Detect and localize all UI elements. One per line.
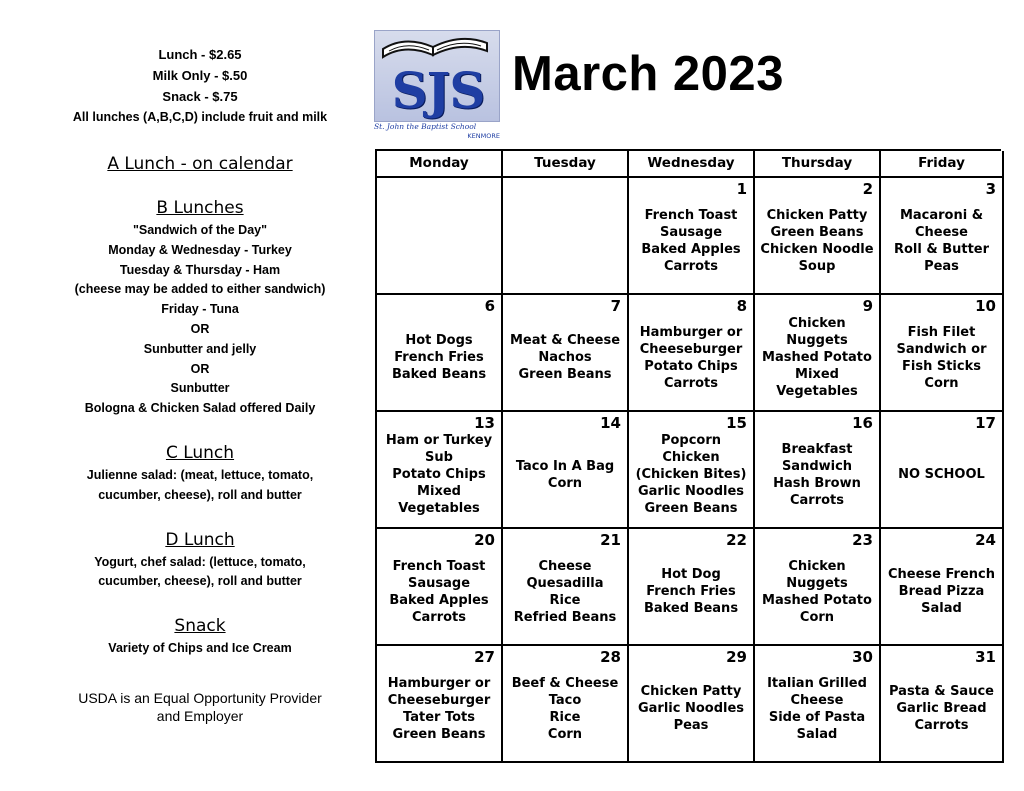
menu-item: Corn (924, 375, 959, 391)
weekday-header-row (377, 151, 1001, 178)
usda-line: USDA is an Equal Opportunity Provider (78, 689, 322, 706)
menu-item: Pasta & Sauce (889, 684, 994, 699)
calendar-day-cell (503, 529, 629, 646)
menu-item: Rice (549, 592, 581, 608)
menu-item: Beef & Cheese (511, 675, 619, 691)
menu-item: Salad (796, 726, 838, 742)
day-menu (881, 412, 1002, 527)
menu-item: Peas (924, 258, 959, 274)
menu-item: Green Beans (392, 726, 486, 742)
menu-item: French Toast (644, 207, 738, 223)
usda-statement (60, 689, 340, 725)
day-number: 9 (862, 297, 873, 315)
weekday-header: Wednesday (629, 151, 755, 178)
day-menu (503, 646, 627, 761)
menu-item: Corn (799, 609, 835, 625)
weekday-header: Tuesday (503, 151, 629, 178)
menu-item: Tater Tots (403, 709, 475, 725)
menu-item: Sausage (407, 575, 471, 591)
day-menu (629, 529, 753, 644)
b-lunch-line: Bologna & Chicken Salad offered Daily (84, 401, 316, 416)
menu-item: Chicken (662, 450, 720, 465)
calendar-week-row (377, 412, 1001, 529)
usda-line: and Employer (156, 707, 244, 724)
menu-item: Chicken Patty (766, 207, 868, 223)
calendar-day-cell (503, 646, 629, 763)
menu-item: Baked Apples (389, 592, 489, 608)
menu-item: Chicken (788, 316, 846, 331)
menu-item: Rice (549, 709, 581, 725)
menu-item: French Toast (392, 558, 486, 574)
day-number: 10 (975, 297, 996, 315)
day-number: 28 (600, 648, 621, 666)
b-lunch-line: OR (190, 361, 210, 376)
calendar-day-cell (755, 412, 881, 529)
menu-item: Carrots (663, 375, 719, 391)
menu-item: Hash Brown (773, 475, 861, 491)
menu-item: (Chicken Bites) (635, 467, 747, 482)
menu-item: Mashed Potato (762, 592, 872, 608)
menu-item: Carrots (411, 609, 467, 625)
b-lunch-section (60, 196, 340, 419)
menu-item: Carrots (663, 258, 719, 274)
day-menu (629, 178, 753, 293)
calendar-day-cell (503, 178, 629, 295)
menu-item: Nuggets (786, 333, 848, 348)
day-menu (377, 412, 501, 527)
menu-item: Roll & Butter (893, 241, 990, 257)
menu-item: Nuggets (786, 575, 848, 591)
d-lunch-title: D Lunch (165, 529, 235, 550)
menu-item: Cheese (790, 692, 844, 708)
logo-background (374, 30, 500, 122)
price-lunch: Lunch - $2.65 (158, 47, 242, 62)
day-number: 13 (474, 414, 495, 432)
calendar-day-cell (755, 646, 881, 763)
day-menu (377, 295, 501, 410)
calendar-day-cell (881, 178, 1004, 295)
snack-title: Snack (174, 616, 226, 637)
menu-item: Bread Pizza (898, 584, 985, 599)
day-number: 21 (600, 531, 621, 549)
menu-item: Cheeseburger (387, 692, 491, 708)
day-menu (629, 646, 753, 761)
menu-item: Carrots (914, 718, 969, 733)
weekday-header: Monday (377, 151, 503, 178)
menu-item: Corn (547, 475, 583, 491)
menu-item: Baked Apples (641, 241, 741, 257)
b-lunch-line: Sunbutter (170, 381, 230, 396)
day-number: 29 (726, 648, 747, 666)
menu-item: Carrots (789, 492, 845, 508)
day-menu (503, 529, 627, 644)
menu-item: Sub (425, 450, 453, 465)
calendar-day-cell (755, 295, 881, 412)
b-lunch-line: Friday - Tuna (161, 302, 239, 317)
menu-item: Potato Chips (392, 467, 486, 482)
day-number: 22 (726, 531, 747, 549)
d-lunch-line: cucumber, cheese), roll and butter (98, 574, 302, 589)
calendar-day-cell (629, 529, 755, 646)
menu-item: Ham or Turkey (385, 433, 493, 448)
menu-item: Cheese (915, 224, 968, 240)
day-menu (755, 529, 879, 644)
menu-item: Potato Chips (644, 358, 738, 374)
price-snack: Snack - $.75 (162, 89, 238, 104)
calendar-week-row (377, 529, 1001, 646)
menu-item: Refried Beans (513, 609, 617, 625)
menu-item: Popcorn (660, 433, 722, 448)
day-number: 20 (474, 531, 495, 549)
calendar-weeks (377, 178, 1001, 763)
day-number: 8 (736, 297, 747, 315)
day-number: 3 (985, 180, 996, 198)
calendar-day-cell (629, 646, 755, 763)
day-menu (503, 412, 627, 527)
calendar-week-row (377, 178, 1001, 295)
price-list (60, 44, 340, 128)
menu-item: Garlic Bread (896, 701, 987, 716)
c-lunch-section (60, 441, 340, 506)
menu-item: Breakfast (781, 441, 853, 457)
menu-item: Chicken Noodle (760, 241, 874, 257)
menu-item: Green Beans (518, 367, 612, 382)
weekday-header: Friday (881, 151, 1004, 178)
day-menu (377, 178, 501, 293)
menu-item: French Fries (646, 584, 736, 599)
menu-item: Fish Sticks (902, 358, 981, 374)
day-number: 2 (862, 180, 873, 198)
menu-item: Mashed Potato (762, 350, 872, 365)
calendar-day-cell (377, 646, 503, 763)
day-menu (755, 412, 879, 527)
a-lunch-section (60, 152, 340, 176)
day-number: 14 (600, 414, 621, 432)
menu-item: Side of Pasta (768, 709, 866, 725)
d-lunch-line: Yogurt, chef salad: (lettuce, tomato, (94, 554, 306, 569)
menu-item: French Fries (394, 350, 484, 365)
menu-item: Chicken Patty (640, 684, 742, 699)
menu-item: Vegetables (776, 384, 858, 399)
calendar-title: March 2023 (512, 47, 784, 101)
menu-item: Nachos (538, 350, 592, 365)
day-menu (377, 529, 501, 644)
menu-item: Sandwich (781, 458, 853, 474)
b-lunch-line: Tuesday & Thursday - Ham (119, 262, 281, 277)
snack-section (60, 614, 340, 659)
price-note: All lunches (A,B,C,D) include fruit and milk (72, 110, 328, 124)
snack-line: Variety of Chips and Ice Cream (108, 641, 292, 656)
calendar-day-cell (629, 412, 755, 529)
b-lunch-line: "Sandwich of the Day" (132, 223, 268, 237)
logo-letters: SJS (391, 61, 485, 120)
day-menu (755, 295, 879, 410)
day-menu (881, 295, 1002, 410)
menu-item: Sausage (659, 224, 723, 240)
day-number: 31 (975, 648, 996, 666)
menu-item: Hamburger or (387, 675, 491, 691)
school-logo (374, 30, 500, 142)
c-lunch-line: Julienne salad: (meat, lettuce, tomato, (86, 467, 314, 482)
calendar-day-cell (377, 178, 503, 295)
calendar-day-cell (377, 412, 503, 529)
day-menu (881, 646, 1002, 761)
menu-item: Italian Grilled (767, 675, 867, 691)
price-milk: Milk Only - $.50 (152, 68, 248, 83)
menu-item: Green Beans (770, 224, 864, 240)
menu-item: Macaroni & (899, 207, 984, 223)
b-lunch-line: Sunbutter and jelly (143, 341, 257, 356)
day-menu (755, 646, 879, 761)
day-menu (503, 178, 627, 293)
day-number: 27 (474, 648, 495, 666)
menu-item: NO SCHOOL (898, 467, 985, 482)
calendar-day-cell (503, 295, 629, 412)
calendar-week-row (377, 646, 1001, 763)
menu-item: Hamburger or (639, 324, 743, 340)
calendar-day-cell (377, 529, 503, 646)
menu-item: Vegetables (398, 501, 480, 516)
day-number: 6 (484, 297, 495, 315)
menu-item: Cheeseburger (639, 341, 743, 357)
lunch-info-panel (60, 44, 340, 725)
logo-school-name: St. John the Baptist School (374, 122, 477, 131)
menu-item: Fish Filet (907, 324, 976, 340)
calendar-day-cell (755, 178, 881, 295)
menu-item: Salad (921, 601, 962, 616)
lunch-calendar (375, 149, 1001, 763)
menu-item: Chicken (788, 558, 846, 574)
day-menu (881, 178, 1002, 293)
day-number: 23 (852, 531, 873, 549)
day-number: 16 (852, 414, 873, 432)
c-lunch-line: cucumber, cheese), roll and butter (98, 487, 302, 502)
menu-item: Mixed (795, 367, 839, 382)
menu-item: Hot Dogs (405, 333, 473, 348)
menu-item: Cheese (538, 558, 592, 574)
menu-item: Taco In A Bag (515, 458, 615, 474)
day-menu (881, 529, 1002, 644)
calendar-day-cell (629, 295, 755, 412)
menu-item: Baked Beans (391, 367, 487, 382)
day-menu (377, 646, 501, 761)
day-menu (629, 295, 753, 410)
b-lunch-title: B Lunches (156, 198, 244, 218)
calendar-day-cell (881, 529, 1004, 646)
menu-item: Meat & Cheese (509, 333, 621, 348)
logo-city: KENMORE (467, 132, 500, 140)
day-number: 30 (852, 648, 873, 666)
c-lunch-title: C Lunch (165, 442, 235, 463)
day-menu (629, 412, 753, 527)
day-number: 17 (975, 414, 996, 432)
menu-item: Taco (548, 692, 582, 708)
a-lunch-title: A Lunch - on calendar (107, 154, 293, 174)
day-number: 1 (736, 180, 747, 198)
calendar-day-cell (629, 178, 755, 295)
calendar-day-cell (755, 529, 881, 646)
day-menu (503, 295, 627, 410)
menu-item: Sandwich or (896, 341, 987, 357)
calendar-day-cell (881, 412, 1004, 529)
d-lunch-section (60, 528, 340, 593)
calendar-day-cell (377, 295, 503, 412)
day-number: 7 (610, 297, 621, 315)
menu-item: Quesadilla (526, 575, 604, 591)
menu-item: Green Beans (644, 501, 738, 516)
menu-item: Hot Dog (661, 567, 721, 582)
day-menu (755, 178, 879, 293)
b-lunch-line: Monday & Wednesday - Turkey (108, 242, 292, 257)
day-number: 24 (975, 531, 996, 549)
menu-item: Baked Beans (643, 601, 739, 616)
day-number: 15 (726, 414, 747, 432)
calendar-day-cell (503, 412, 629, 529)
menu-item: Mixed (417, 484, 461, 499)
menu-item: Cheese French (887, 567, 995, 582)
menu-item: Garlic Noodles (637, 484, 745, 499)
menu-item: Peas (673, 718, 709, 733)
b-lunch-line: (cheese may be added to either sandwich) (74, 282, 326, 297)
b-lunch-line: OR (190, 321, 210, 336)
calendar-day-cell (881, 295, 1004, 412)
calendar-week-row (377, 295, 1001, 412)
calendar-day-cell (881, 646, 1004, 763)
menu-item: Corn (547, 726, 583, 742)
weekday-header: Thursday (755, 151, 881, 178)
menu-item: Soup (798, 258, 836, 274)
menu-item: Garlic Noodles (637, 701, 745, 716)
